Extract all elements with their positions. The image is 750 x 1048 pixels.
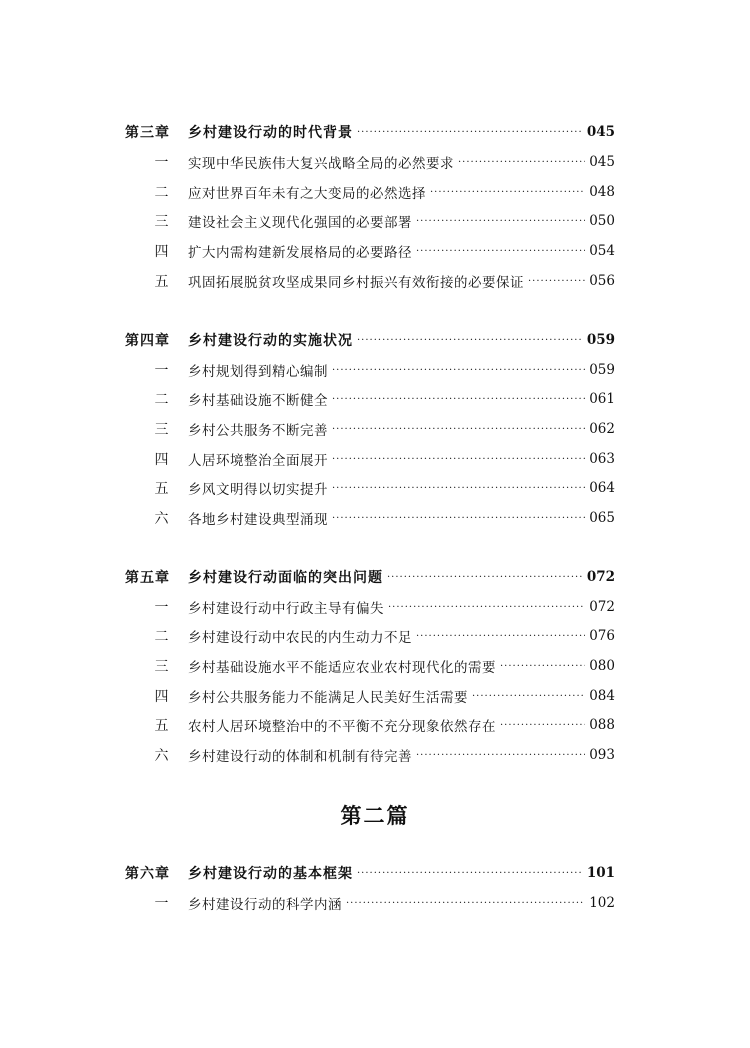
toc-section[interactable]: [125, 415, 615, 443]
page-number: 080: [589, 658, 615, 674]
dot-leader: [416, 246, 585, 257]
toc-section[interactable]: [125, 652, 615, 680]
section-number: 四: [154, 452, 169, 468]
section-title: 实现中华民族伟大复兴战略全局的必然要求: [188, 156, 454, 172]
chapter-title: 乡村建设行动的时代背景: [188, 125, 353, 141]
toc-section[interactable]: [125, 474, 615, 502]
section-title: 农村人居环境整治中的不平衡不充分现象依然存在: [188, 719, 496, 735]
section-number: 一: [154, 155, 169, 171]
toc-chapter-3[interactable]: [125, 118, 615, 146]
toc-section[interactable]: [125, 889, 615, 917]
dot-leader: [332, 365, 585, 376]
section-number: 二: [154, 629, 169, 645]
section-number: 六: [154, 748, 169, 764]
toc-section[interactable]: [125, 682, 615, 710]
page-number: 059: [589, 362, 615, 378]
section-title: 建设社会主义现代化强国的必要部署: [188, 215, 412, 231]
page-number: 088: [589, 717, 615, 733]
section-number: 五: [154, 718, 169, 734]
chapter-number: 第六章: [125, 866, 170, 882]
dot-leader: [416, 750, 585, 761]
page-number: 076: [589, 628, 615, 644]
section-number: 四: [154, 244, 169, 260]
dot-leader: [332, 394, 585, 405]
section-title: 乡村建设行动中农民的内生动力不足: [188, 630, 412, 646]
page-number: 048: [589, 184, 615, 200]
dot-leader: [332, 454, 585, 465]
section-number: 五: [154, 481, 169, 497]
page-number: 064: [589, 480, 615, 496]
dot-leader: [332, 424, 585, 435]
toc-section[interactable]: [125, 237, 615, 265]
section-title: 乡村建设行动的科学内涵: [188, 897, 342, 913]
dot-leader: [458, 157, 585, 168]
toc-section[interactable]: [125, 178, 615, 206]
section-title: 巩固拓展脱贫攻坚成果同乡村振兴有效衔接的必要保证: [188, 275, 524, 291]
section-title: 各地乡村建设典型涌现: [188, 512, 328, 528]
page-number: 101: [586, 865, 615, 881]
dot-leader: [388, 602, 585, 613]
page-number: 102: [589, 895, 615, 911]
dot-leader: [416, 216, 585, 227]
dot-leader: [528, 276, 585, 287]
chapter-title: 乡村建设行动的实施状况: [188, 333, 353, 349]
toc-section[interactable]: [125, 267, 615, 295]
section-title: 乡风文明得以切实提升: [188, 482, 328, 498]
part-title: 第二篇: [340, 803, 410, 828]
toc-section[interactable]: [125, 622, 615, 650]
section-number: 一: [154, 896, 169, 912]
toc-section[interactable]: [125, 593, 615, 621]
dot-leader: [430, 187, 585, 198]
page-number: 063: [589, 451, 615, 467]
page-number: 045: [586, 124, 615, 140]
page-number: 093: [589, 747, 615, 763]
toc-section[interactable]: [125, 207, 615, 235]
section-title: 乡村建设行动中行政主导有偏失: [188, 601, 384, 617]
section-title: 人居环境整治全面展开: [188, 453, 328, 469]
toc-chapter-5[interactable]: [125, 563, 615, 591]
toc-section[interactable]: [125, 504, 615, 532]
section-number: 六: [154, 511, 169, 527]
toc-section[interactable]: [125, 356, 615, 384]
section-number: 一: [154, 600, 169, 616]
section-number: 五: [154, 274, 169, 290]
toc-chapter-6[interactable]: [125, 859, 615, 887]
section-title: 乡村基础设施不断健全: [188, 393, 328, 409]
chapter-number: 第四章: [125, 333, 170, 349]
section-number: 二: [154, 185, 169, 201]
page-number: 045: [589, 154, 615, 170]
page-number: 072: [586, 569, 615, 585]
page-number: 072: [589, 599, 615, 615]
dot-leader: [416, 631, 585, 642]
toc-section[interactable]: [125, 385, 615, 413]
page-number: 059: [586, 332, 615, 348]
section-number: 二: [154, 392, 169, 408]
section-title: 乡村规划得到精心编制: [188, 364, 328, 380]
toc-section[interactable]: [125, 711, 615, 739]
toc-chapter-4[interactable]: [125, 326, 615, 354]
section-number: 三: [154, 659, 169, 675]
dot-leader: [357, 127, 583, 138]
section-title: 乡村公共服务不断完善: [188, 423, 328, 439]
dot-leader: [357, 335, 583, 346]
section-number: 四: [154, 689, 169, 705]
page-number: 062: [589, 421, 615, 437]
toc-section[interactable]: [125, 148, 615, 176]
section-title: 乡村基础设施水平不能适应农业农村现代化的需要: [188, 660, 496, 676]
dot-leader: [332, 513, 585, 524]
section-title: 乡村建设行动的体制和机制有待完善: [188, 749, 412, 765]
dot-leader: [346, 898, 585, 909]
chapter-title: 乡村建设行动面临的突出问题: [188, 570, 383, 586]
page-number: 056: [589, 273, 615, 289]
toc-section[interactable]: [125, 741, 615, 769]
chapter-number: 第五章: [125, 570, 170, 586]
section-title: 扩大内需构建新发展格局的必要路径: [188, 245, 412, 261]
dot-leader: [500, 720, 585, 731]
page-number: 084: [589, 688, 615, 704]
section-title: 应对世界百年未有之大变局的必然选择: [188, 186, 426, 202]
page-number: 061: [589, 391, 615, 407]
page-number: 065: [589, 510, 615, 526]
dot-leader: [472, 691, 585, 702]
dot-leader: [387, 572, 583, 583]
dot-leader: [357, 868, 583, 879]
section-number: 三: [154, 214, 169, 230]
page-number: 050: [589, 213, 615, 229]
chapter-title: 乡村建设行动的基本框架: [188, 866, 353, 882]
dot-leader: [500, 661, 585, 672]
toc-section[interactable]: [125, 445, 615, 473]
section-title: 乡村公共服务能力不能满足人民美好生活需要: [188, 690, 468, 706]
page-number: 054: [589, 243, 615, 259]
section-number: 三: [154, 422, 169, 438]
dot-leader: [332, 483, 585, 494]
chapter-number: 第三章: [125, 125, 170, 141]
section-number: 一: [154, 363, 169, 379]
